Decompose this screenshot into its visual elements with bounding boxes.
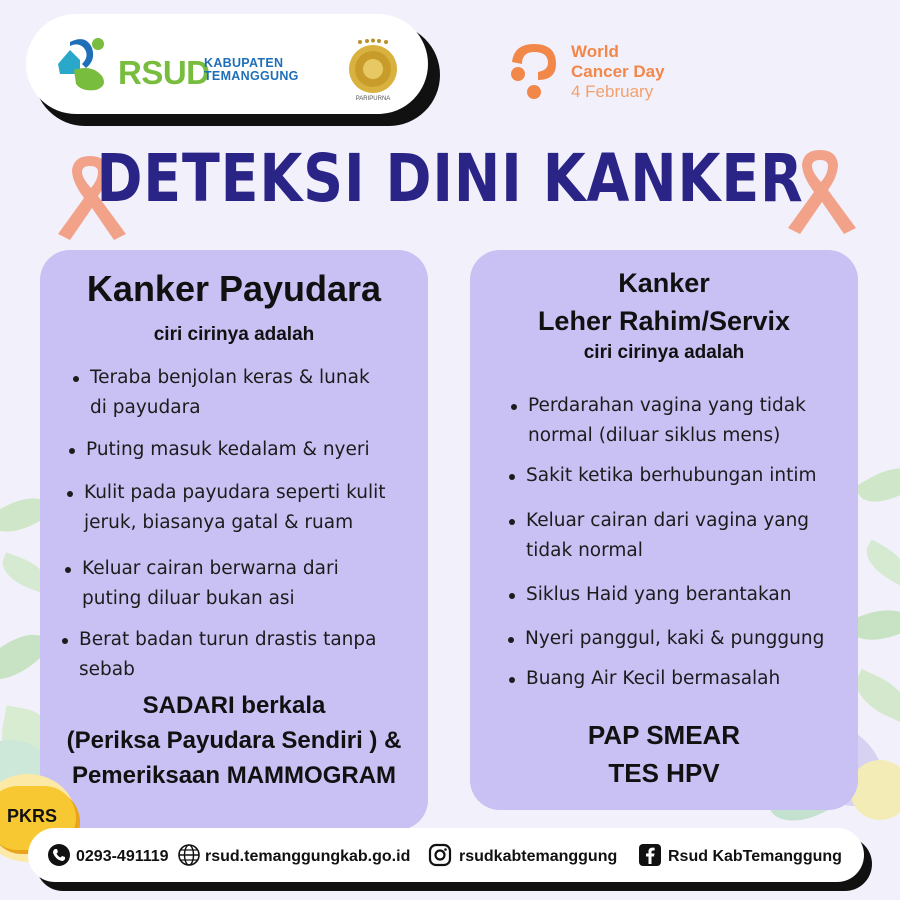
event-line-1: World <box>571 42 619 61</box>
list-item: Sakit ketika berhubungan intim <box>526 461 817 491</box>
phone-icon <box>47 843 71 867</box>
footer-instagram[interactable]: rsudkabtemanggung <box>459 848 618 865</box>
list-item: Keluar cairan berwarna dari puting diluar bukan asi <box>82 554 339 614</box>
list-item: Teraba benjolan keras & lunak di payudara <box>90 363 370 423</box>
list-item: Kulit pada payudara seperti kulit jeruk, biasanya gatal & ruam <box>84 478 385 538</box>
logo-line-2: TEMANGGUNG <box>204 69 299 83</box>
instagram-icon <box>428 843 452 867</box>
card-title: Kanker Leher Rahim/Servix <box>537 268 791 336</box>
event-line-2: Cancer Day <box>571 62 665 81</box>
list-item: Buang Air Kecil bermasalah <box>526 664 780 694</box>
paripurna-emblem-icon <box>342 38 404 96</box>
card-subtitle: ciri cirinya adalah <box>153 324 315 345</box>
card-breast-cancer <box>40 250 428 830</box>
hospital-logo-icon <box>52 34 116 94</box>
list-item: Puting masuk kedalam & nyeri <box>86 435 370 465</box>
globe-icon <box>177 843 201 867</box>
page-title: DETEKSI DINI KANKER <box>96 140 804 217</box>
world-cancer-day-icon <box>506 42 562 100</box>
footer-phone[interactable]: 0293-491119 <box>76 848 169 865</box>
world-cancer-day-text <box>571 42 665 102</box>
card-subtitle: ciri cirinya adalah <box>583 342 745 363</box>
list-item: Nyeri panggul, kaki & punggung <box>525 624 824 654</box>
list-item: Siklus Haid yang berantakan <box>526 580 791 610</box>
logo-name: RSUD <box>118 54 210 91</box>
logo-subtitle <box>204 57 299 83</box>
card-title: Kanker Payudara <box>86 268 382 309</box>
list-item: Perdarahan vagina yang tidak normal (diluar siklus mens) <box>528 391 806 451</box>
event-date: 4 February <box>571 82 654 101</box>
card-cta: SADARI berkala (Periksa Payudara Sendiri ) & Pemeriksaan MAMMOGRAM <box>66 692 402 789</box>
card-cervical-cancer <box>470 250 858 810</box>
footer-website[interactable]: rsud.temanggungkab.go.id <box>205 848 411 865</box>
pkrs-label: PKRS <box>6 806 57 826</box>
card-cta: PAP SMEAR TES HPV <box>587 720 741 788</box>
footer-facebook[interactable]: Rsud KabTemanggung <box>668 848 842 865</box>
facebook-icon <box>638 843 662 867</box>
logo-line-1: KABUPATEN <box>204 56 284 70</box>
list-item: Berat badan turun drastis tanpa sebab <box>79 625 376 685</box>
emblem-label: PARIPURNA <box>355 96 391 102</box>
list-item: Keluar cairan dari vagina yang tidak normal <box>526 506 809 566</box>
